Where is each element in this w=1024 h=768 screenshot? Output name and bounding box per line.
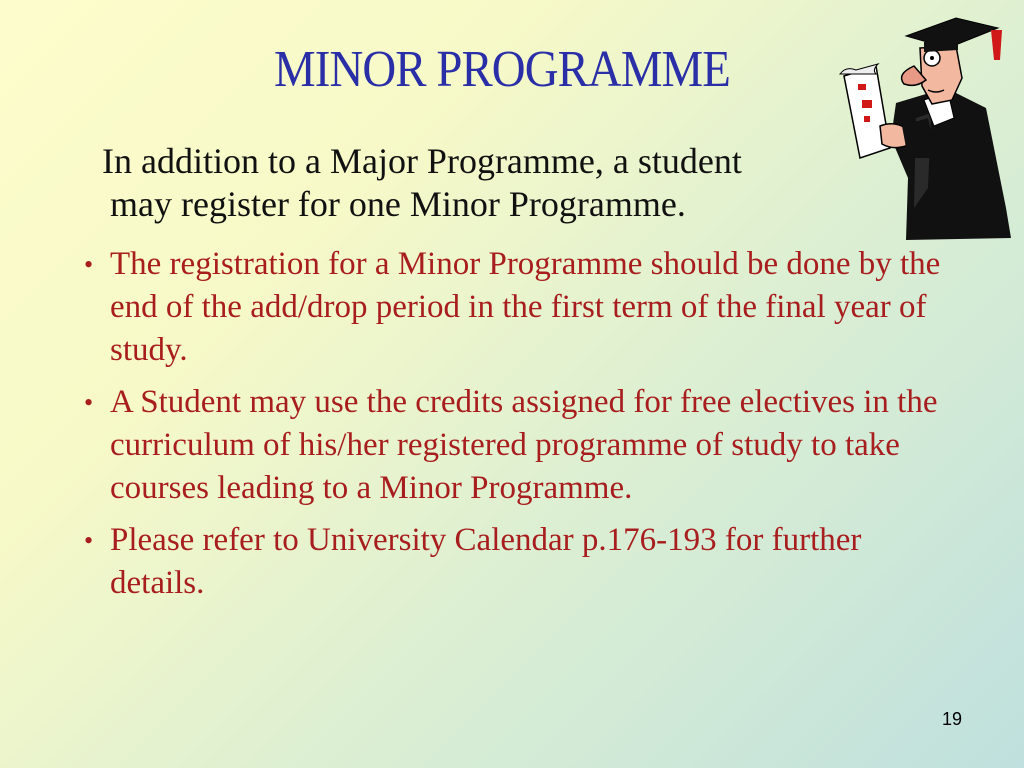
bullet-marker: • xyxy=(84,388,94,417)
bullet-marker: • xyxy=(84,526,94,555)
bullet-text: The registration for a Minor Programme should be done by the end of the add/drop period in the first term of the final year of study. xyxy=(110,246,941,368)
bullet-text: Please refer to University Calendar p.176-193 for further details. xyxy=(110,522,862,601)
bullet-item xyxy=(82,381,952,510)
bullet-item xyxy=(82,519,952,605)
bullet-text: A Student may use the credits assigned for free electives in the curriculum of his/her registered programme of study to take courses leading to a Minor Programme. xyxy=(110,384,938,506)
intro-line-1: In addition to a Major Programme, a student xyxy=(102,141,742,181)
intro-paragraph xyxy=(100,140,880,226)
intro-line-2: may register for one Minor Programme. xyxy=(110,184,686,224)
graduate-holding-diploma-icon xyxy=(836,8,1016,240)
bullet-item xyxy=(82,243,952,372)
page-number: 19 xyxy=(941,709,962,729)
slide-title: MINOR PROGRAMME xyxy=(274,41,730,98)
bullet-marker: • xyxy=(84,250,94,279)
bullet-list xyxy=(82,243,952,614)
